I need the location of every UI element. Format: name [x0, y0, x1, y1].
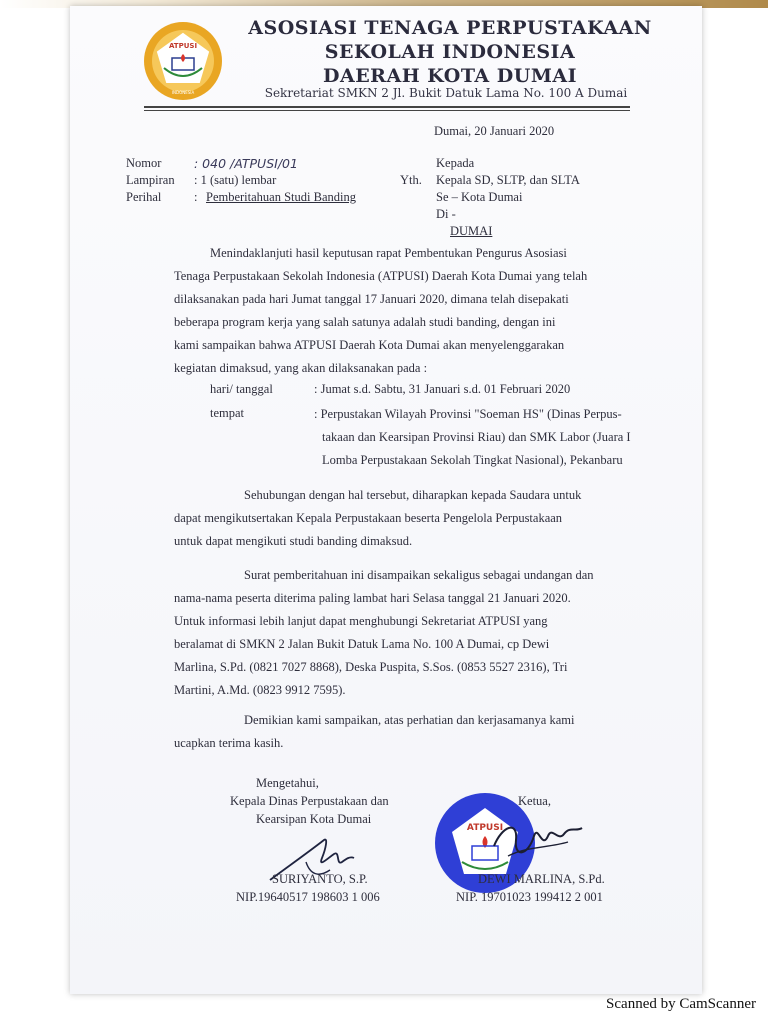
letter-page: [70, 6, 702, 994]
paragraph-line: Tenaga Perpustakaan Sekolah Indonesia (ATPUSI) Daerah Kota Dumai yang telah: [174, 269, 588, 283]
sig-left-nip: NIP.19640517 198603 1 006: [236, 890, 380, 904]
svg-text:INDONESIA: INDONESIA: [171, 90, 195, 95]
tempat-label: tempat: [210, 406, 245, 420]
scanner-watermark: Scanned by CamScanner: [606, 996, 756, 1012]
nomor-label: Nomor: [126, 156, 162, 170]
tempat-line: takaan dan Kearsipan Provinsi Riau) dan SMK Labor (Juara I: [322, 430, 631, 444]
paragraph-invitation: [244, 564, 646, 587]
recipient-city: DUMAI: [450, 224, 493, 238]
paragraph-closing-continued: [174, 732, 646, 755]
nomor-value: : 040 /ATPUSI/01: [194, 156, 298, 171]
recipient-yth: Yth.: [400, 173, 422, 187]
paragraph-request: [244, 484, 646, 507]
perihal-separator: :: [194, 190, 198, 204]
svg-text:ATPUSI: ATPUSI: [466, 823, 504, 833]
lampiran-label: Lampiran: [126, 173, 175, 187]
paragraph-request-continued: [174, 507, 646, 553]
paragraph-line: nama-nama peserta diterima paling lambat hari Selasa tanggal 21 Januari 2020.: [174, 591, 571, 605]
paragraph-line: dilaksanakan pada hari Jumat tanggal 17 Januari 2020, dimana telah disepakati: [174, 292, 569, 306]
paragraph-line: beralamat di SMKN 2 Jalan Bukit Datuk Lama No. 100 A Dumai, cp Dewi: [174, 637, 550, 651]
paragraph-line: Menindaklanjuti hasil keputusan rapat Pembentukan Pengurus Asosiasi: [210, 246, 567, 260]
org-name-line3: DAERAH KOTA DUMAI: [322, 65, 577, 87]
recipient-line2: Se – Kota Dumai: [436, 190, 523, 204]
org-name-line2: SEKOLAH INDONESIA: [324, 41, 576, 63]
sig-right-nip: NIP. 19701023 199412 2 001: [456, 890, 603, 904]
paragraph-line: untuk dapat mengikuti studi banding dimaksud.: [174, 534, 413, 548]
paragraph-line: Surat pemberitahuan ini disampaikan sekaligus sebagai undangan dan: [244, 568, 594, 582]
sig-right-name: DEWI MARLINA, S.Pd.: [478, 872, 605, 886]
paragraph-line: Martini, A.Md. (0823 9912 7595).: [174, 683, 346, 697]
paragraph-line: Demikian kami sampaikan, atas perhatian dan kerjasamanya kami: [244, 713, 575, 727]
paragraph-intro: [210, 242, 646, 265]
perihal-value: Pemberitahuan Studi Banding: [206, 190, 356, 204]
sig-left-title1: Kepala Dinas Perpustakaan dan: [230, 794, 389, 808]
paragraph-intro-continued: [174, 265, 646, 380]
letterhead-rule-thin: [144, 110, 630, 111]
paragraph-line: dapat mengikutsertakan Kepala Perpustakaan beserta Pengelola Perpustakaan: [174, 511, 563, 525]
recipient-kepada: Kepada: [436, 156, 475, 170]
sig-left-name: SURIYANTO, S.P.: [272, 872, 368, 886]
lampiran-value: : 1 (satu) lembar: [194, 173, 277, 187]
secretariat-address: Sekretariat SMKN 2 Jl. Bukit Datuk Lama No. 100 A Dumai: [264, 86, 628, 100]
letterhead: [240, 16, 660, 88]
paragraph-closing: [244, 709, 646, 732]
paragraph-line: ucapkan terima kasih.: [174, 736, 284, 750]
hari-label: hari/ tanggal: [210, 382, 273, 396]
paragraph-line: beberapa program kerja yang salah satunya adalah studi banding, dengan ini: [174, 315, 556, 329]
sig-left-title2: Kearsipan Kota Dumai: [256, 812, 372, 826]
recipient-line3: Di -: [436, 207, 456, 221]
paragraph-line: kami sampaikan bahwa ATPUSI Daerah Kota Dumai akan menyelenggarakan: [174, 338, 565, 352]
letter-date: Dumai, 20 Januari 2020: [434, 124, 555, 138]
paragraph-line: Untuk informasi lebih lanjut dapat menghubungi Sekretariat ATPUSI yang: [174, 614, 548, 628]
paragraph-line: Marlina, S.Pd. (0821 7027 8868), Deska Puspita, S.Sos. (0853 5527 2316), Tri: [174, 660, 568, 674]
perihal-label: Perihal: [126, 190, 162, 204]
paragraph-invitation-continued: [174, 587, 646, 702]
tempat-line: : Perpustakan Wilayah Provinsi "Soeman HS" (Dinas Perpus-: [314, 407, 622, 421]
tempat-value: [314, 403, 654, 472]
sig-right-title: Ketua,: [518, 794, 551, 808]
signature-right-image: [488, 806, 584, 872]
sig-left-mengetahui: Mengetahui,: [256, 776, 319, 790]
letterhead-rule: [144, 106, 630, 108]
paragraph-line: Sehubungan dengan hal tersebut, diharapkan kepada Saudara untuk: [244, 488, 582, 502]
paragraph-line: kegiatan dimaksud, yang akan dilaksanakan pada :: [174, 361, 428, 375]
hari-value: : Jumat s.d. Sabtu, 31 Januari s.d. 01 Februari 2020: [314, 382, 571, 396]
org-name-line1: ASOSIASI TENAGA PERPUSTAKAAN: [248, 17, 652, 39]
tempat-line: Lomba Perpustakaan Sekolah Tingkat Nasional), Pekanbaru: [322, 453, 623, 467]
recipient-line1: Kepala SD, SLTP, dan SLTA: [436, 173, 580, 187]
svg-text:ATPUSI: ATPUSI: [168, 42, 198, 50]
atpusi-logo: [142, 20, 224, 102]
